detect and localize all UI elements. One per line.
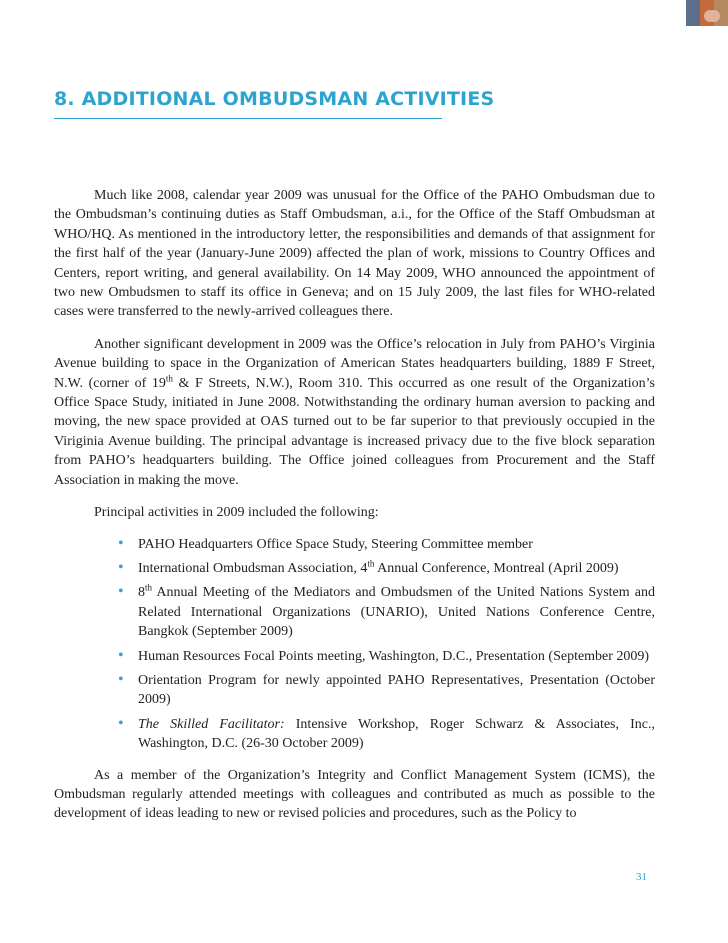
list-item-text: Intensive Workshop, Roger Schwarz & Associates, Inc., Washington, D.C. (26-30 October 2009) — [138, 716, 655, 752]
section-heading: 8. ADDITIONAL OMBUDSMAN ACTIVITIES — [54, 88, 442, 119]
paragraph-relocation-context: Much like 2008, calendar year 2009 was unusual for the Office of the PAHO Ombudsman due to the Ombudsman’s continuing duties as Staff Ombudsman, a.i., for the Office of the Staff Ombudsman at WHO/HQ. As mentioned in the introductory letter, the responsibilities and demands of that assignment for the first half of the year (January-June 2009) affected the plan of work, missions to Country Offices and Centers, report writing, and general availability. On 14 May 2009, WHO announced the appointment of two new Ombudsmen to staff its office in Geneva; and on 15 July 2009, the last files for WHO-related cases were transferred to the newly-arrived colleagues there. — [54, 188, 655, 320]
list-item — [118, 534, 655, 554]
page-number: 31 — [636, 871, 647, 883]
list-item-text: Human Resources Focal Points meeting, Washington, D.C., Presentation (September 2009) — [138, 648, 650, 664]
paragraph-icms: As a member of the Organization’s Integrity and Conflict Management System (ICMS), the Ombudsman regularly attended meetings with colleagues and contributed as much as possible to the development of ideas leading to new or revised policies and procedures, such as the Policy to — [54, 767, 655, 822]
list-item-title: The Skilled Facilitator: — [138, 716, 285, 732]
list-item-text: Annual Conference, Montreal (April 2009) — [374, 560, 619, 576]
list-item-text: 8 — [138, 585, 145, 601]
list-item-text: Annual Meeting of the Mediators and Ombudsmen of the United Nations System and Related International Organizations (UNARIO), United Nations Conference Centre, Bangkok (September 2009) — [138, 585, 655, 640]
bullet-icon: • — [118, 583, 124, 601]
text-run: & F Streets, N.W.), Room 310. This occurred as one result of the Organization’s Office Space Study, initiated in June 2008. Notwithstanding the ordinary human aversion to packing and moving, the new space provided at OAS turned out to be far superior to that previously occupied in the Viriginia Avenue building. The principal advantage is increased privacy due to the five block separation from PAHO’s headquarters building. The Office joined colleagues from Procurement and the Staff Association in making the move. — [54, 375, 655, 488]
list-item — [118, 670, 655, 710]
list-item-text: PAHO Headquarters Office Space Study, Steering Committee member — [138, 536, 533, 552]
bullet-icon: • — [118, 670, 124, 688]
header-photo-strip — [686, 0, 728, 26]
list-item — [118, 714, 655, 754]
list-item-text: Orientation Program for newly appointed PAHO Representatives, Presentation (October 2009) — [138, 672, 655, 708]
list-item — [118, 646, 655, 666]
superscript: th — [165, 373, 173, 383]
list-item-text: International Ombudsman Association, 4 — [138, 560, 368, 576]
activities-list — [54, 535, 655, 754]
text-run: Another significant development in 2009 was the Office’s relocation in July from PAHO’s Virginia Avenue building to space in the Organization of American States headquarters building, 1889 F Street, N.W. (corner of 19 — [54, 336, 655, 391]
superscript: th — [145, 582, 153, 593]
photo-segment — [686, 0, 700, 26]
bullet-icon: • — [118, 646, 124, 664]
paragraph-activities-intro: Principal activities in 2009 included the following: — [94, 505, 379, 521]
bullet-icon: • — [118, 558, 124, 576]
photo-segment — [704, 10, 720, 22]
bullet-icon: • — [118, 714, 124, 732]
list-item — [118, 582, 655, 641]
list-item — [118, 558, 655, 578]
superscript: th — [367, 558, 375, 569]
section-body — [54, 186, 655, 837]
bullet-icon: • — [118, 534, 124, 552]
paragraph-office-relocation — [54, 335, 655, 490]
